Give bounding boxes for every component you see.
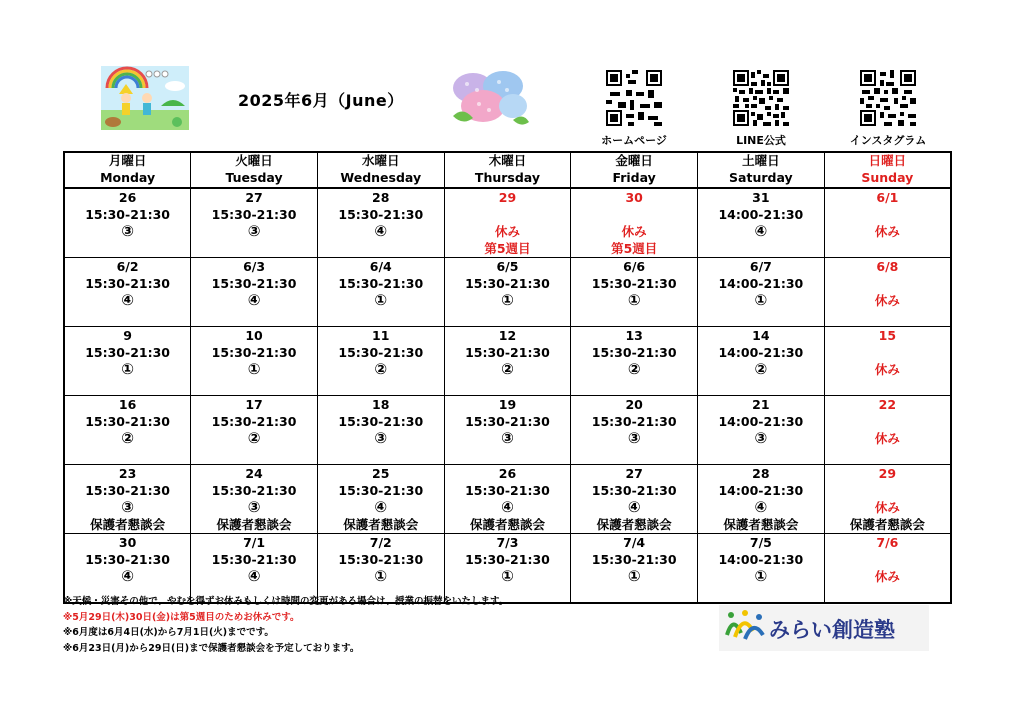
classroom-number: ④ xyxy=(121,291,134,309)
classroom-number: ① xyxy=(627,567,641,585)
qr-code-icon xyxy=(860,70,916,126)
day-cell xyxy=(571,465,698,534)
class-time xyxy=(825,413,950,430)
class-time: 15:30-21:30 xyxy=(211,483,297,498)
closed-label: 休み xyxy=(874,500,900,515)
day-note: 保護者懇談会 xyxy=(343,517,419,532)
weekday-en: Sunday xyxy=(861,170,914,185)
class-time: 15:30-21:30 xyxy=(211,552,297,567)
class-time: 15:30-21:30 xyxy=(591,483,677,498)
class-time: 15:30-21:30 xyxy=(211,414,297,429)
classroom-number: ① xyxy=(501,567,514,585)
day-date: 7/4 xyxy=(623,535,646,550)
qr-code-icon xyxy=(606,70,662,126)
day-date: 30 xyxy=(625,190,643,205)
day-note xyxy=(698,240,824,257)
day-note xyxy=(65,378,190,395)
classroom-number: ③ xyxy=(121,498,134,516)
classroom-number: ④ xyxy=(374,498,388,516)
day-cell xyxy=(191,188,318,258)
day-date: 6/4 xyxy=(369,259,392,274)
week-row xyxy=(64,258,951,327)
day-date: 21 xyxy=(752,397,770,412)
day-date: 16 xyxy=(118,397,137,412)
class-time: 14:00-21:30 xyxy=(718,483,804,498)
day-date: 6/5 xyxy=(496,259,519,274)
weekday-jp: 木曜日 xyxy=(488,153,527,168)
classroom-number: ① xyxy=(247,360,261,378)
qr-label-homepage: ホームページ xyxy=(601,134,667,147)
class-time: 15:30-21:30 xyxy=(465,552,550,567)
day-date: 28 xyxy=(372,190,390,205)
class-time: 14:00-21:30 xyxy=(718,276,804,291)
day-cell xyxy=(571,396,698,465)
day-cell xyxy=(824,258,951,327)
day-note xyxy=(191,309,317,326)
day-note xyxy=(445,447,571,464)
day-note xyxy=(191,378,317,395)
hydrangea-illustration xyxy=(443,66,531,130)
day-cell xyxy=(64,465,191,534)
day-date: 25 xyxy=(372,466,390,481)
day-note xyxy=(825,378,950,395)
closed-label: 休み xyxy=(874,362,900,377)
class-time: 15:30-21:30 xyxy=(591,345,677,360)
footnote-weather: ※天候・災害その他で、やむを得ずお休みもしくは時間の変更がある場合は、授業の振替をいたします。 xyxy=(63,596,509,607)
classroom-number: ④ xyxy=(247,291,261,309)
day-note: 保護者懇談会 xyxy=(469,517,545,532)
weekday-jp: 水曜日 xyxy=(362,153,400,168)
closed-label: 休み xyxy=(874,224,900,239)
day-cell xyxy=(317,465,444,534)
closed-label: 休み xyxy=(874,569,900,584)
day-cell xyxy=(64,534,191,604)
class-time: 15:30-21:30 xyxy=(85,552,170,567)
weekday-en: Tuesday xyxy=(225,170,283,185)
classroom-number: ② xyxy=(247,429,261,447)
class-time: 14:00-21:30 xyxy=(718,414,804,429)
class-time: 15:30-21:30 xyxy=(211,276,297,291)
week-row xyxy=(64,327,951,396)
class-time: 15:30-21:30 xyxy=(338,483,424,498)
day-note xyxy=(191,447,317,464)
day-cell xyxy=(191,396,318,465)
day-cell xyxy=(444,396,571,465)
weekday-header-saturday xyxy=(698,152,825,188)
day-cell xyxy=(317,258,444,327)
day-note: 保護者懇談会 xyxy=(723,517,799,532)
classroom-number: ③ xyxy=(374,429,388,447)
day-note xyxy=(825,447,950,464)
day-cell xyxy=(698,258,825,327)
classroom-number: ① xyxy=(754,291,768,309)
weekday-header-friday xyxy=(571,152,698,188)
class-time xyxy=(825,551,950,568)
day-date: 6/3 xyxy=(243,259,266,274)
day-date: 20 xyxy=(625,397,643,412)
calendar-body xyxy=(64,188,951,603)
day-note xyxy=(825,240,950,257)
day-date: 28 xyxy=(752,466,770,481)
day-date: 7/2 xyxy=(369,535,392,550)
class-time: 15:30-21:30 xyxy=(465,414,550,429)
day-cell xyxy=(64,396,191,465)
qr-code-icon xyxy=(733,70,789,126)
day-note xyxy=(445,309,571,326)
class-time: 15:30-21:30 xyxy=(465,276,550,291)
day-cell xyxy=(444,188,571,258)
week-row xyxy=(64,188,951,258)
day-note xyxy=(571,378,697,395)
day-date: 17 xyxy=(245,397,263,412)
day-note: 保護者懇談会 xyxy=(90,517,166,532)
day-date: 26 xyxy=(498,466,517,481)
day-cell xyxy=(317,188,444,258)
day-cell xyxy=(698,188,825,258)
class-time: 15:30-21:30 xyxy=(338,414,424,429)
week-row xyxy=(64,534,951,604)
class-time: 15:30-21:30 xyxy=(338,207,424,222)
classroom-number: ④ xyxy=(754,498,768,516)
day-date: 10 xyxy=(245,328,263,343)
day-date: 7/1 xyxy=(243,535,266,550)
class-time: 15:30-21:30 xyxy=(591,276,677,291)
day-cell xyxy=(571,258,698,327)
day-note xyxy=(65,309,190,326)
day-date: 27 xyxy=(625,466,643,481)
day-date: 30 xyxy=(118,535,137,550)
day-cell xyxy=(191,465,318,534)
classroom-number: ④ xyxy=(627,498,641,516)
weekday-jp: 日曜日 xyxy=(868,153,907,168)
footnote-month-range: ※6月度は6月4日(水)から7月1日(火)までです。 xyxy=(63,627,274,638)
day-note xyxy=(318,240,444,257)
day-cell xyxy=(191,258,318,327)
day-date: 6/6 xyxy=(623,259,646,274)
day-date: 6/2 xyxy=(116,259,139,274)
day-note xyxy=(571,309,697,326)
weekday-header-sunday xyxy=(824,152,951,188)
day-date: 29 xyxy=(498,190,517,205)
day-cell xyxy=(698,534,825,604)
class-time: 15:30-21:30 xyxy=(211,345,297,360)
classroom-number: ③ xyxy=(627,429,641,447)
class-time xyxy=(825,344,950,361)
classroom-number: ③ xyxy=(247,498,261,516)
day-note: 保護者懇談会 xyxy=(849,517,925,532)
classroom-number: ② xyxy=(627,360,641,378)
day-cell xyxy=(191,327,318,396)
day-cell xyxy=(64,258,191,327)
day-note xyxy=(825,309,950,326)
day-date: 7/5 xyxy=(749,535,772,550)
weekday-header-thursday xyxy=(444,152,571,188)
day-cell xyxy=(317,396,444,465)
day-note xyxy=(318,447,444,464)
day-note xyxy=(698,447,824,464)
day-cell xyxy=(698,396,825,465)
day-cell xyxy=(824,327,951,396)
classroom-number: ③ xyxy=(754,429,768,447)
weekday-en: Friday xyxy=(612,170,656,185)
day-cell xyxy=(698,327,825,396)
day-note xyxy=(571,585,697,602)
day-date: 15 xyxy=(878,328,897,343)
classroom-number: ① xyxy=(627,291,641,309)
day-cell xyxy=(571,534,698,604)
weekday-jp: 土曜日 xyxy=(742,153,780,168)
closed-label: 休み xyxy=(874,431,900,446)
day-cell xyxy=(824,465,951,534)
class-time: 15:30-21:30 xyxy=(338,345,424,360)
day-note xyxy=(698,378,824,395)
day-note xyxy=(445,378,571,395)
class-time: 14:00-21:30 xyxy=(718,207,804,222)
day-cell xyxy=(191,534,318,604)
day-date: 29 xyxy=(878,466,897,481)
day-note xyxy=(698,309,824,326)
day-note xyxy=(571,447,697,464)
classroom-number: ④ xyxy=(374,222,388,240)
day-date: 26 xyxy=(118,190,137,205)
day-note xyxy=(191,240,317,257)
week-row xyxy=(64,396,951,465)
qr-label-line: LINE公式 xyxy=(736,134,786,147)
class-time: 15:30-21:30 xyxy=(85,276,170,291)
day-note xyxy=(698,585,824,602)
class-time xyxy=(571,206,697,223)
weekday-jp: 金曜日 xyxy=(615,153,653,168)
day-cell xyxy=(698,465,825,534)
day-date: 7/3 xyxy=(496,535,519,550)
classroom-number: ④ xyxy=(754,222,768,240)
class-time: 14:00-21:30 xyxy=(718,552,804,567)
weekday-en: Wednesday xyxy=(340,170,422,185)
closed-label: 休み xyxy=(621,224,647,239)
qr-code-instagram[interactable] xyxy=(838,70,938,148)
closed-label: 休み xyxy=(494,224,520,239)
class-time: 15:30-21:30 xyxy=(338,552,424,567)
classroom-number: ② xyxy=(754,360,768,378)
day-date: 9 xyxy=(123,328,132,343)
classroom-number: ③ xyxy=(247,222,261,240)
classroom-number: ① xyxy=(374,291,388,309)
classroom-number: ① xyxy=(374,567,388,585)
class-time: 15:30-21:30 xyxy=(591,552,677,567)
day-cell xyxy=(317,534,444,604)
class-time xyxy=(445,206,571,223)
weekday-en: Thursday xyxy=(474,170,540,185)
week-row xyxy=(64,465,951,534)
weekday-header-tuesday xyxy=(191,152,318,188)
day-date: 11 xyxy=(372,328,390,343)
classroom-number: ② xyxy=(121,429,134,447)
day-cell xyxy=(571,327,698,396)
day-note: 保護者懇談会 xyxy=(216,517,292,532)
day-cell xyxy=(824,188,951,258)
class-time: 15:30-21:30 xyxy=(85,207,170,222)
footnote-fifth-week: ※5月29日(木)30日(金)は第5週目のためお休みです。 xyxy=(63,611,300,623)
day-note xyxy=(65,447,190,464)
schedule-calendar xyxy=(63,151,952,604)
classroom-number: ① xyxy=(121,360,134,378)
class-time: 15:30-21:30 xyxy=(591,414,677,429)
class-time xyxy=(825,482,950,499)
day-note xyxy=(318,378,444,395)
classroom-number: ③ xyxy=(501,429,514,447)
day-note: 保護者懇談会 xyxy=(596,517,672,532)
rainy-kids-illustration xyxy=(101,66,189,130)
day-cell xyxy=(824,396,951,465)
day-cell xyxy=(64,188,191,258)
weekday-en: Monday xyxy=(100,170,156,185)
classroom-number: ④ xyxy=(501,498,514,516)
day-date: 22 xyxy=(878,397,897,412)
classroom-number: ④ xyxy=(121,567,134,585)
weekday-header-monday xyxy=(64,152,191,188)
day-date: 24 xyxy=(245,466,263,481)
day-cell xyxy=(444,327,571,396)
qr-code-line[interactable] xyxy=(711,70,811,148)
day-cell xyxy=(64,327,191,396)
day-date: 18 xyxy=(372,397,390,412)
day-date: 23 xyxy=(118,466,137,481)
day-cell xyxy=(444,465,571,534)
logo-text: みらい創造塾 xyxy=(769,618,895,642)
class-time xyxy=(825,275,950,292)
footnotes xyxy=(63,594,508,656)
day-note: 第5週目 xyxy=(484,241,531,256)
classroom-number: ② xyxy=(501,360,514,378)
weekday-en: Saturday xyxy=(729,170,793,185)
classroom-number: ① xyxy=(501,291,514,309)
day-note xyxy=(318,309,444,326)
school-logo xyxy=(719,605,929,651)
class-time: 15:30-21:30 xyxy=(338,276,424,291)
closed-label: 休み xyxy=(874,293,900,308)
day-cell xyxy=(444,534,571,604)
day-date: 27 xyxy=(245,190,263,205)
day-note: 第5週目 xyxy=(611,241,658,256)
day-date: 13 xyxy=(625,328,643,343)
day-cell xyxy=(571,188,698,258)
day-date: 19 xyxy=(498,397,517,412)
class-time xyxy=(825,206,950,223)
day-date: 7/6 xyxy=(876,535,899,550)
class-time: 15:30-21:30 xyxy=(85,414,170,429)
day-date: 31 xyxy=(752,190,770,205)
classroom-number: ④ xyxy=(247,567,261,585)
qr-code-homepage[interactable] xyxy=(584,70,684,148)
classroom-number: ② xyxy=(374,360,388,378)
day-cell xyxy=(824,534,951,604)
qr-label-instagram: インスタグラム xyxy=(849,134,927,147)
day-cell xyxy=(317,327,444,396)
day-date: 6/1 xyxy=(876,190,899,205)
class-time: 15:30-21:30 xyxy=(85,483,170,498)
day-date: 12 xyxy=(498,328,517,343)
weekday-header-wednesday xyxy=(317,152,444,188)
class-time: 15:30-21:30 xyxy=(85,345,170,360)
class-time: 14:00-21:30 xyxy=(718,345,804,360)
day-date: 6/7 xyxy=(749,259,772,274)
page-title: 2025年6月（June） xyxy=(238,91,404,110)
weekday-jp: 火曜日 xyxy=(235,153,273,168)
day-note xyxy=(825,585,950,602)
day-cell xyxy=(444,258,571,327)
classroom-number: ① xyxy=(754,567,768,585)
weekday-header-row xyxy=(64,152,951,188)
day-date: 14 xyxy=(752,328,770,343)
footnote-parent-meeting: ※6月23日(月)から29日(日)まで保護者懇談会を予定しております。 xyxy=(63,642,360,654)
day-date: 6/8 xyxy=(876,259,899,274)
classroom-number: ③ xyxy=(121,222,134,240)
weekday-jp: 月曜日 xyxy=(108,153,147,168)
class-time: 15:30-21:30 xyxy=(465,345,550,360)
class-time: 15:30-21:30 xyxy=(465,483,550,498)
class-time: 15:30-21:30 xyxy=(211,207,297,222)
day-note xyxy=(65,240,190,257)
